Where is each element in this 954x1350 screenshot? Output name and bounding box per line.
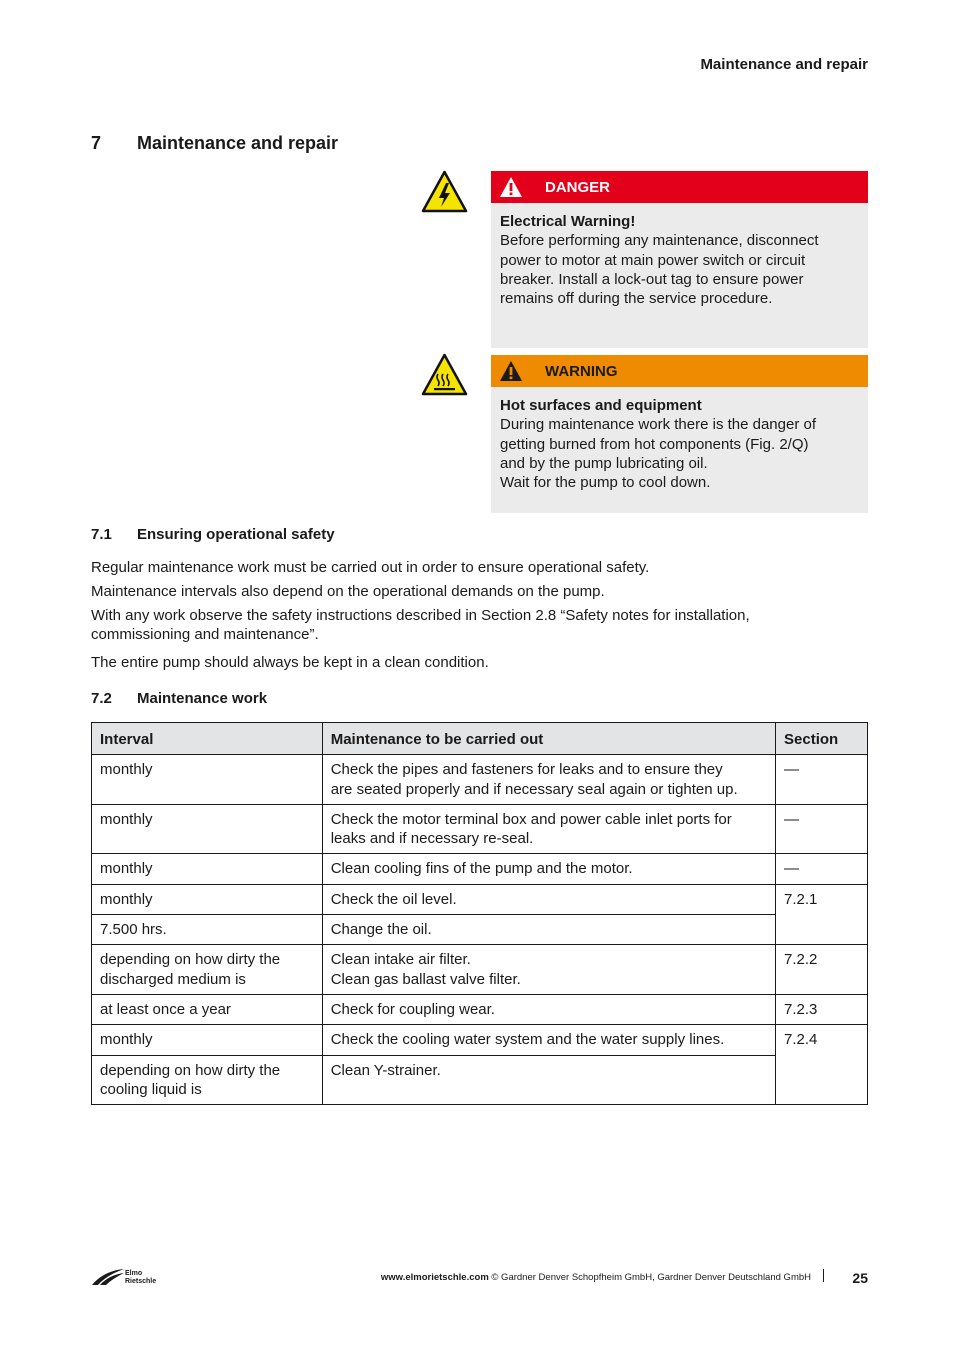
section-cell: 7.2.2 xyxy=(776,945,868,995)
warning-notice xyxy=(491,355,868,513)
body-paragraph: Regular maintenance work must be carried out in order to ensure operational safety. xyxy=(91,559,650,576)
svg-text:Rietschle: Rietschle xyxy=(125,1278,157,1285)
task-cell: Clean cooling fins of the pump and the motor. xyxy=(322,854,775,884)
section-cell: — xyxy=(776,804,868,854)
table-row xyxy=(92,884,868,914)
running-header: Maintenance and repair xyxy=(700,56,868,73)
table-row xyxy=(92,994,868,1024)
table-header-row xyxy=(92,723,868,755)
exclamation-triangle-icon xyxy=(497,360,525,382)
danger-heading: Electrical Warning! xyxy=(500,213,636,230)
section-number: 7.2 xyxy=(91,690,112,707)
danger-notice xyxy=(491,171,868,348)
danger-text-line: Before performing any maintenance, disconnect xyxy=(500,232,819,250)
danger-bar xyxy=(491,171,868,203)
warning-text-line: Wait for the pump to cool down. xyxy=(500,474,711,492)
interval-cell: monthly xyxy=(92,804,323,854)
table-row xyxy=(92,804,868,854)
footer-copyright-text: © Gardner Denver Schopfheim GmbH, Gardner Denver Deutschland GmbH xyxy=(491,1272,811,1283)
section-cell: 7.2.4 xyxy=(776,1025,868,1105)
table-row xyxy=(92,1055,868,1105)
warning-text-line: getting burned from hot components (Fig. 2/Q) xyxy=(500,435,809,453)
body-paragraph: With any work observe the safety instructions described in Section 2.8 “Safety notes for installation, commissioning and maintenance”. xyxy=(91,607,750,644)
column-header-maintenance: Maintenance to be carried out xyxy=(322,723,775,755)
task-cell: Clean intake air filter. Clean gas ballast valve filter. xyxy=(322,945,775,995)
task-cell: Check the cooling water system and the water supply lines. xyxy=(322,1025,775,1055)
task-cell: Check the oil level. xyxy=(322,884,775,914)
body-paragraph: The entire pump should always be kept in a clean condition. xyxy=(91,654,489,671)
column-header-interval: Interval xyxy=(92,723,323,755)
section-cell: — xyxy=(776,854,868,884)
danger-text-line: breaker. Install a lock-out tag to ensure power xyxy=(500,270,804,288)
task-cell: Check the pipes and fasteners for leaks and to ensure they are seated properly and if necessary seal again or tighten up. xyxy=(322,755,775,805)
warning-bar xyxy=(491,355,868,387)
section-number: 7.1 xyxy=(91,526,112,543)
footer-website-link[interactable]: www.elmorietschle.com xyxy=(380,1272,489,1283)
table-row xyxy=(92,915,868,945)
section-title: Maintenance work xyxy=(137,690,268,707)
maintenance-table xyxy=(91,722,868,1105)
warning-label: WARNING xyxy=(545,362,618,380)
footer-divider xyxy=(823,1269,824,1282)
interval-cell: depending on how dirty the cooling liquid is xyxy=(92,1055,323,1105)
hot-surface-warning-icon xyxy=(421,353,468,401)
danger-text-line: power to motor at main power switch or circuit xyxy=(500,251,806,269)
interval-cell: at least once a year xyxy=(92,994,323,1024)
page-number: 25 xyxy=(852,1270,868,1286)
task-cell: Change the oil. xyxy=(322,915,775,945)
danger-label: DANGER xyxy=(545,178,611,196)
interval-cell: monthly xyxy=(92,884,323,914)
interval-cell: monthly xyxy=(92,854,323,884)
body-paragraph: Maintenance intervals also depend on the operational demands on the pump. xyxy=(91,583,605,600)
high-voltage-warning-icon xyxy=(421,170,468,218)
section-title: Ensuring operational safety xyxy=(137,526,335,543)
table-row xyxy=(92,755,868,805)
interval-cell: monthly xyxy=(92,1025,323,1055)
table-row xyxy=(92,854,868,884)
interval-cell: depending on how dirty the discharged medium is xyxy=(92,945,323,995)
chapter-number: 7 xyxy=(91,133,102,153)
task-cell: Clean Y-strainer. xyxy=(322,1055,775,1105)
danger-text-line: remains off during the service procedure. xyxy=(500,290,773,308)
task-cell: Check the motor terminal box and power cable inlet ports for leaks and if necessary re-seal. xyxy=(322,804,775,854)
section-cell: 7.2.1 xyxy=(776,884,868,945)
section-cell: — xyxy=(776,755,868,805)
exclamation-triangle-icon xyxy=(497,176,525,198)
interval-cell: 7.500 hrs. xyxy=(92,915,323,945)
warning-text-line: During maintenance work there is the danger of xyxy=(500,416,817,434)
task-cell: Check for coupling wear. xyxy=(322,994,775,1024)
table-row xyxy=(92,1025,868,1055)
table-row xyxy=(92,945,868,995)
elmo-rietschle-logo xyxy=(91,1266,165,1293)
chapter-title: Maintenance and repair xyxy=(137,133,339,153)
warning-text-line: and by the pump lubricating oil. xyxy=(500,454,708,472)
section-cell: 7.2.3 xyxy=(776,994,868,1024)
warning-heading: Hot surfaces and equipment xyxy=(500,397,702,414)
column-header-section: Section xyxy=(776,723,868,755)
svg-text:Elmo: Elmo xyxy=(125,1270,143,1277)
interval-cell: monthly xyxy=(92,755,323,805)
footer-copyright xyxy=(381,1272,811,1283)
